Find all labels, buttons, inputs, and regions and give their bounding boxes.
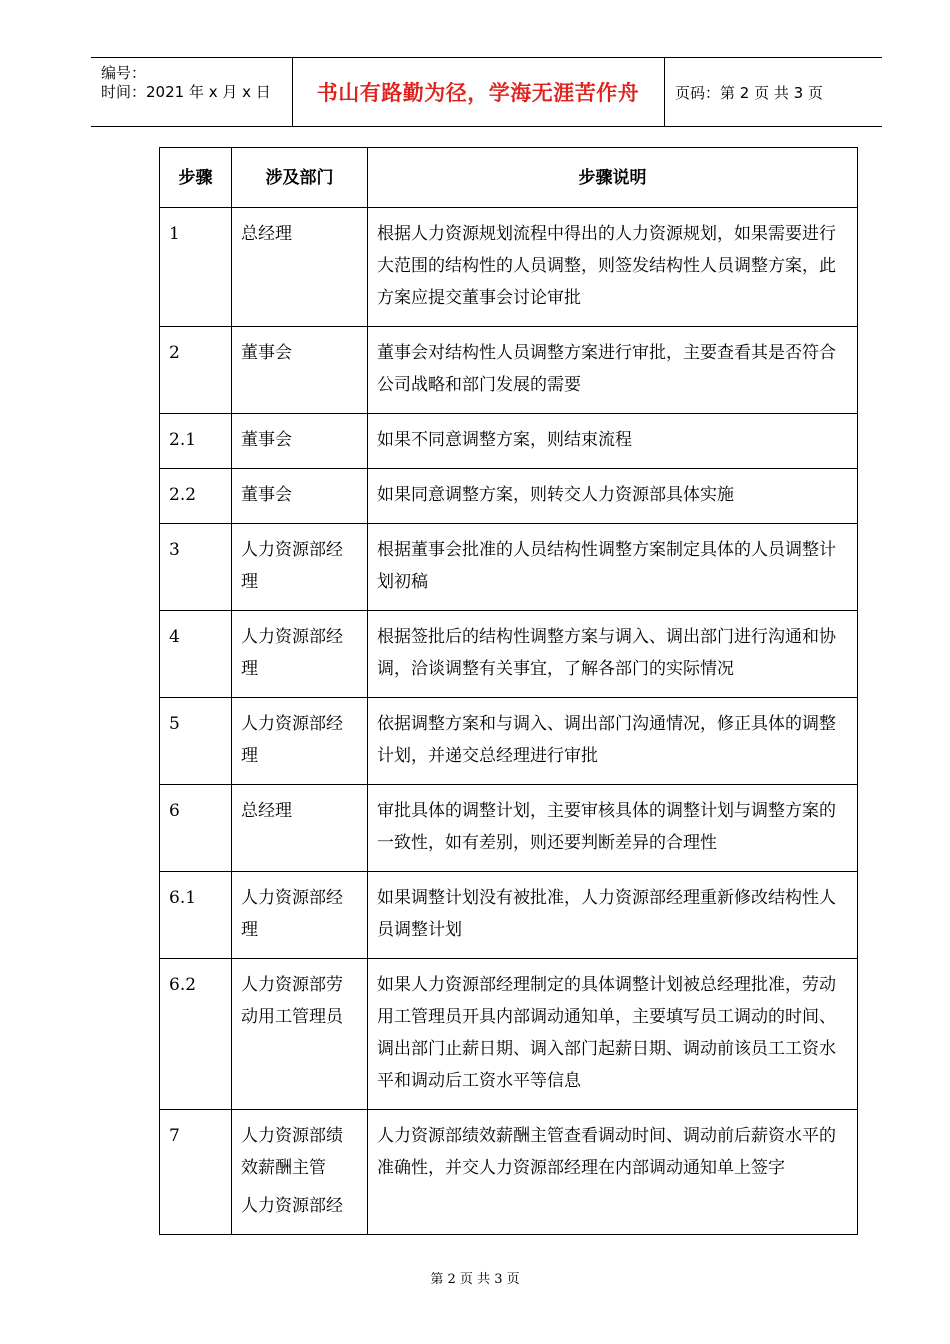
step-description: 根据签批后的结构性调整方案与调入、调出部门进行沟通和协调，洽谈调整有关事宜，了解各部门的实际情况	[368, 611, 858, 698]
table-row	[160, 524, 858, 611]
step-number: 3	[160, 524, 232, 611]
header-description: 步骤说明	[368, 148, 858, 208]
step-department: 董事会	[232, 469, 368, 524]
step-department: 人力资源部经理	[232, 524, 368, 611]
step-description: 审批具体的调整计划，主要审核具体的调整计划与调整方案的一致性，如有差别，则还要判断差异的合理性	[368, 785, 858, 872]
step-number: 7	[160, 1110, 232, 1235]
step-number: 6	[160, 785, 232, 872]
step-number: 2.1	[160, 414, 232, 469]
step-department-secondary: 人力资源部经	[241, 1196, 343, 1216]
step-number: 6.2	[160, 959, 232, 1110]
header-page-cell	[665, 58, 882, 126]
step-number: 2.2	[160, 469, 232, 524]
table-row	[160, 1110, 858, 1235]
document-time-label: 时间：2021 年 x 月 x 日	[101, 83, 271, 101]
step-department: 人力资源部经理	[232, 698, 368, 785]
process-steps-table	[159, 147, 858, 1235]
header-step: 步骤	[160, 148, 232, 208]
step-description: 根据董事会批准的人员结构性调整方案制定具体的人员调整计划初稿	[368, 524, 858, 611]
header-department: 涉及部门	[232, 148, 368, 208]
header-motto-cell	[292, 58, 665, 126]
step-description: 如果调整计划没有被批准，人力资源部经理重新修改结构性人员调整计划	[368, 872, 858, 959]
step-description: 如果人力资源部经理制定的具体调整计划被总经理批准，劳动用工管理员开具内部调动通知单，主要填写员工调动的时间、调出部门止薪日期、调入部门起薪日期、调动前该员工工资水平和调动后工资水平等信息	[368, 959, 858, 1110]
page-header	[91, 57, 882, 127]
step-number: 5	[160, 698, 232, 785]
step-number: 6.1	[160, 872, 232, 959]
table-row	[160, 872, 858, 959]
table-row	[160, 414, 858, 469]
step-description: 根据人力资源规划流程中得出的人力资源规划，如果需要进行大范围的结构性的人员调整，则签发结构性人员调整方案，此方案应提交董事会讨论审批	[368, 208, 858, 327]
step-description: 依据调整方案和与调入、调出部门沟通情况，修正具体的调整计划，并递交总经理进行审批	[368, 698, 858, 785]
header-page-info: 页码：第 2 页 共 3 页	[675, 83, 823, 102]
step-number: 1	[160, 208, 232, 327]
step-department: 董事会	[232, 414, 368, 469]
table-row	[160, 208, 858, 327]
step-department: 人力资源部绩效薪酬主管	[241, 1126, 343, 1178]
table-row	[160, 611, 858, 698]
step-number: 2	[160, 327, 232, 414]
table-row	[160, 698, 858, 785]
table-row	[160, 785, 858, 872]
table-header-row	[160, 148, 858, 208]
document-number-label: 编号：	[101, 64, 147, 82]
step-department: 人力资源部经理	[232, 872, 368, 959]
header-motto: 书山有路勤为径，学海无涯苦作舟	[316, 81, 640, 105]
step-department: 董事会	[232, 327, 368, 414]
table-row	[160, 469, 858, 524]
header-meta-cell	[91, 58, 293, 126]
step-department: 总经理	[232, 785, 368, 872]
page-footer: 第 2 页 共 3 页	[430, 1272, 520, 1287]
step-description: 人力资源部绩效薪酬主管查看调动时间、调动前后薪资水平的准确性，并交人力资源部经理在内部调动通知单上签字	[368, 1110, 858, 1235]
step-description: 如果不同意调整方案，则结束流程	[368, 414, 858, 469]
table-row	[160, 327, 858, 414]
step-department: 人力资源部劳动用工管理员	[232, 959, 368, 1110]
step-department-cell	[232, 1110, 368, 1235]
step-department: 人力资源部经理	[232, 611, 368, 698]
step-number: 4	[160, 611, 232, 698]
step-department: 总经理	[232, 208, 368, 327]
step-description: 如果同意调整方案，则转交人力资源部具体实施	[368, 469, 858, 524]
table-row	[160, 959, 858, 1110]
step-description: 董事会对结构性人员调整方案进行审批，主要查看其是否符合公司战略和部门发展的需要	[368, 327, 858, 414]
